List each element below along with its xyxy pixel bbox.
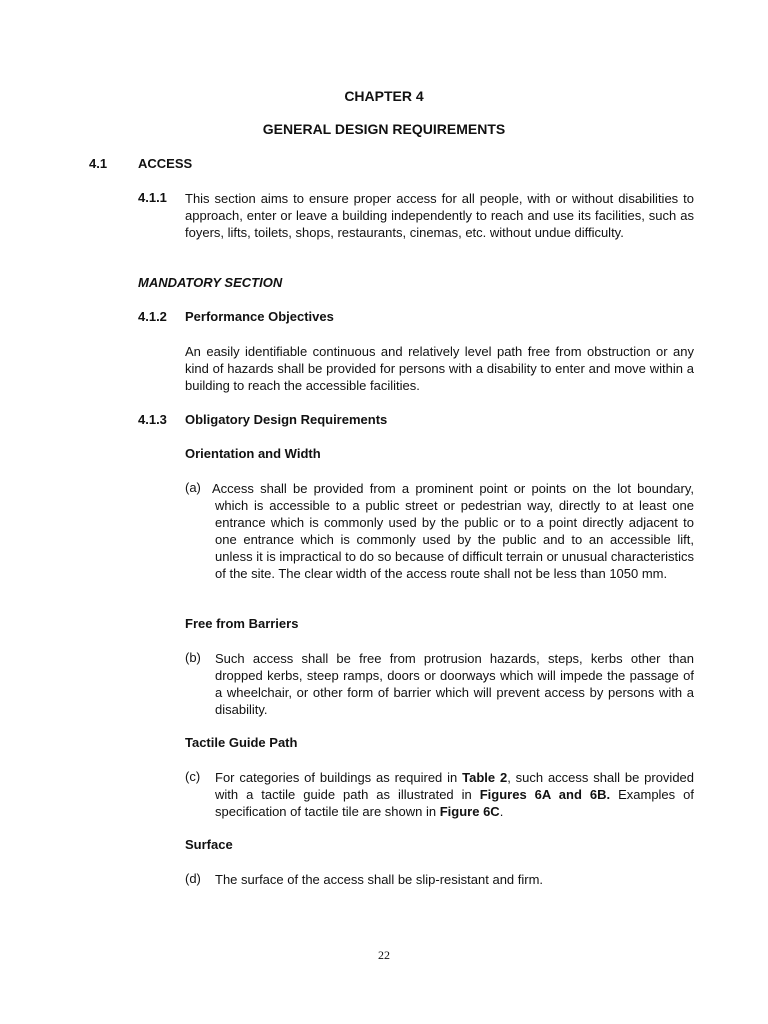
surface-heading: Surface [185, 837, 233, 852]
item-marker: (c) [185, 769, 201, 784]
objectives-text: An easily identifiable continuous and relatively level path free from obstruction or any kind of hazards shall be provided for persons with a disability to enter and move within a building to reach the accessible facilities. [185, 344, 694, 393]
table-reference: Table 2 [462, 770, 508, 785]
subsection-number: 4.1.1 [138, 190, 167, 205]
barriers-text: Such access shall be free from protrusion hazards, steps, kerbs other than dropped kerbs, steep ramps, doors or doorways which will impede the passage of a wheelchair, or other form of barrier which will prevent access by persons with a disability. [215, 651, 694, 717]
orientation-heading: Orientation and Width [185, 446, 321, 461]
orientation-text: Access shall be provided from a prominent point or points on the lot boundary, which is accessible to a public street or pedestrian way, directly to at least one entrance which is commonly used by the public or to a point directly adjacent to one entrance which is commonly used by the public and to an accessible lift, unless it is impractical to do so because of difficult terrain or unusual characteristics of the site. The clear width of the access route shall not be less than 1050 mm. [212, 481, 694, 581]
tactile-text-part: Examples of specification of tactile tile are shown in [215, 787, 694, 819]
item-marker: (d) [185, 871, 201, 886]
tactile-text-part: . [499, 804, 504, 819]
item-marker: (a) [185, 480, 201, 495]
mandatory-label: MANDATORY SECTION [138, 275, 283, 290]
tactile-text-part: For categories of buildings as required in [215, 770, 463, 785]
tactile-text [215, 769, 694, 820]
barriers-heading: Free from Barriers [185, 616, 299, 631]
figure-reference: Figure 6C [439, 804, 500, 819]
surface-text: The surface of the access shall be slip-resistant and firm. [215, 872, 544, 887]
tactile-heading: Tactile Guide Path [185, 735, 298, 750]
section-number: 4.1 [89, 156, 108, 171]
tactile-text-part: , such access shall be provided with a tactile guide path as illustrated in [215, 770, 695, 802]
subsection-number: 4.1.2 [138, 309, 167, 324]
chapter-label: CHAPTER 4 [344, 88, 424, 104]
subsection-text: This section aims to ensure proper access for all people, with or without disabilities to approach, enter or leave a building independently to reach and use its facilities, such as foyers, lifts, toilets, shops, restaurants, cinemas, etc. without undue difficulty. [185, 191, 694, 240]
subsection-heading: Obligatory Design Requirements [185, 412, 388, 427]
figures-reference: Figures 6A and 6B. [479, 787, 611, 802]
item-marker: (b) [185, 650, 201, 665]
subsection-number: 4.1.3 [138, 412, 167, 427]
page-number: 22 [378, 948, 390, 962]
subsection-heading: Performance Objectives [185, 309, 334, 324]
chapter-title: GENERAL DESIGN REQUIREMENTS [262, 121, 506, 137]
section-heading: ACCESS [138, 156, 193, 171]
